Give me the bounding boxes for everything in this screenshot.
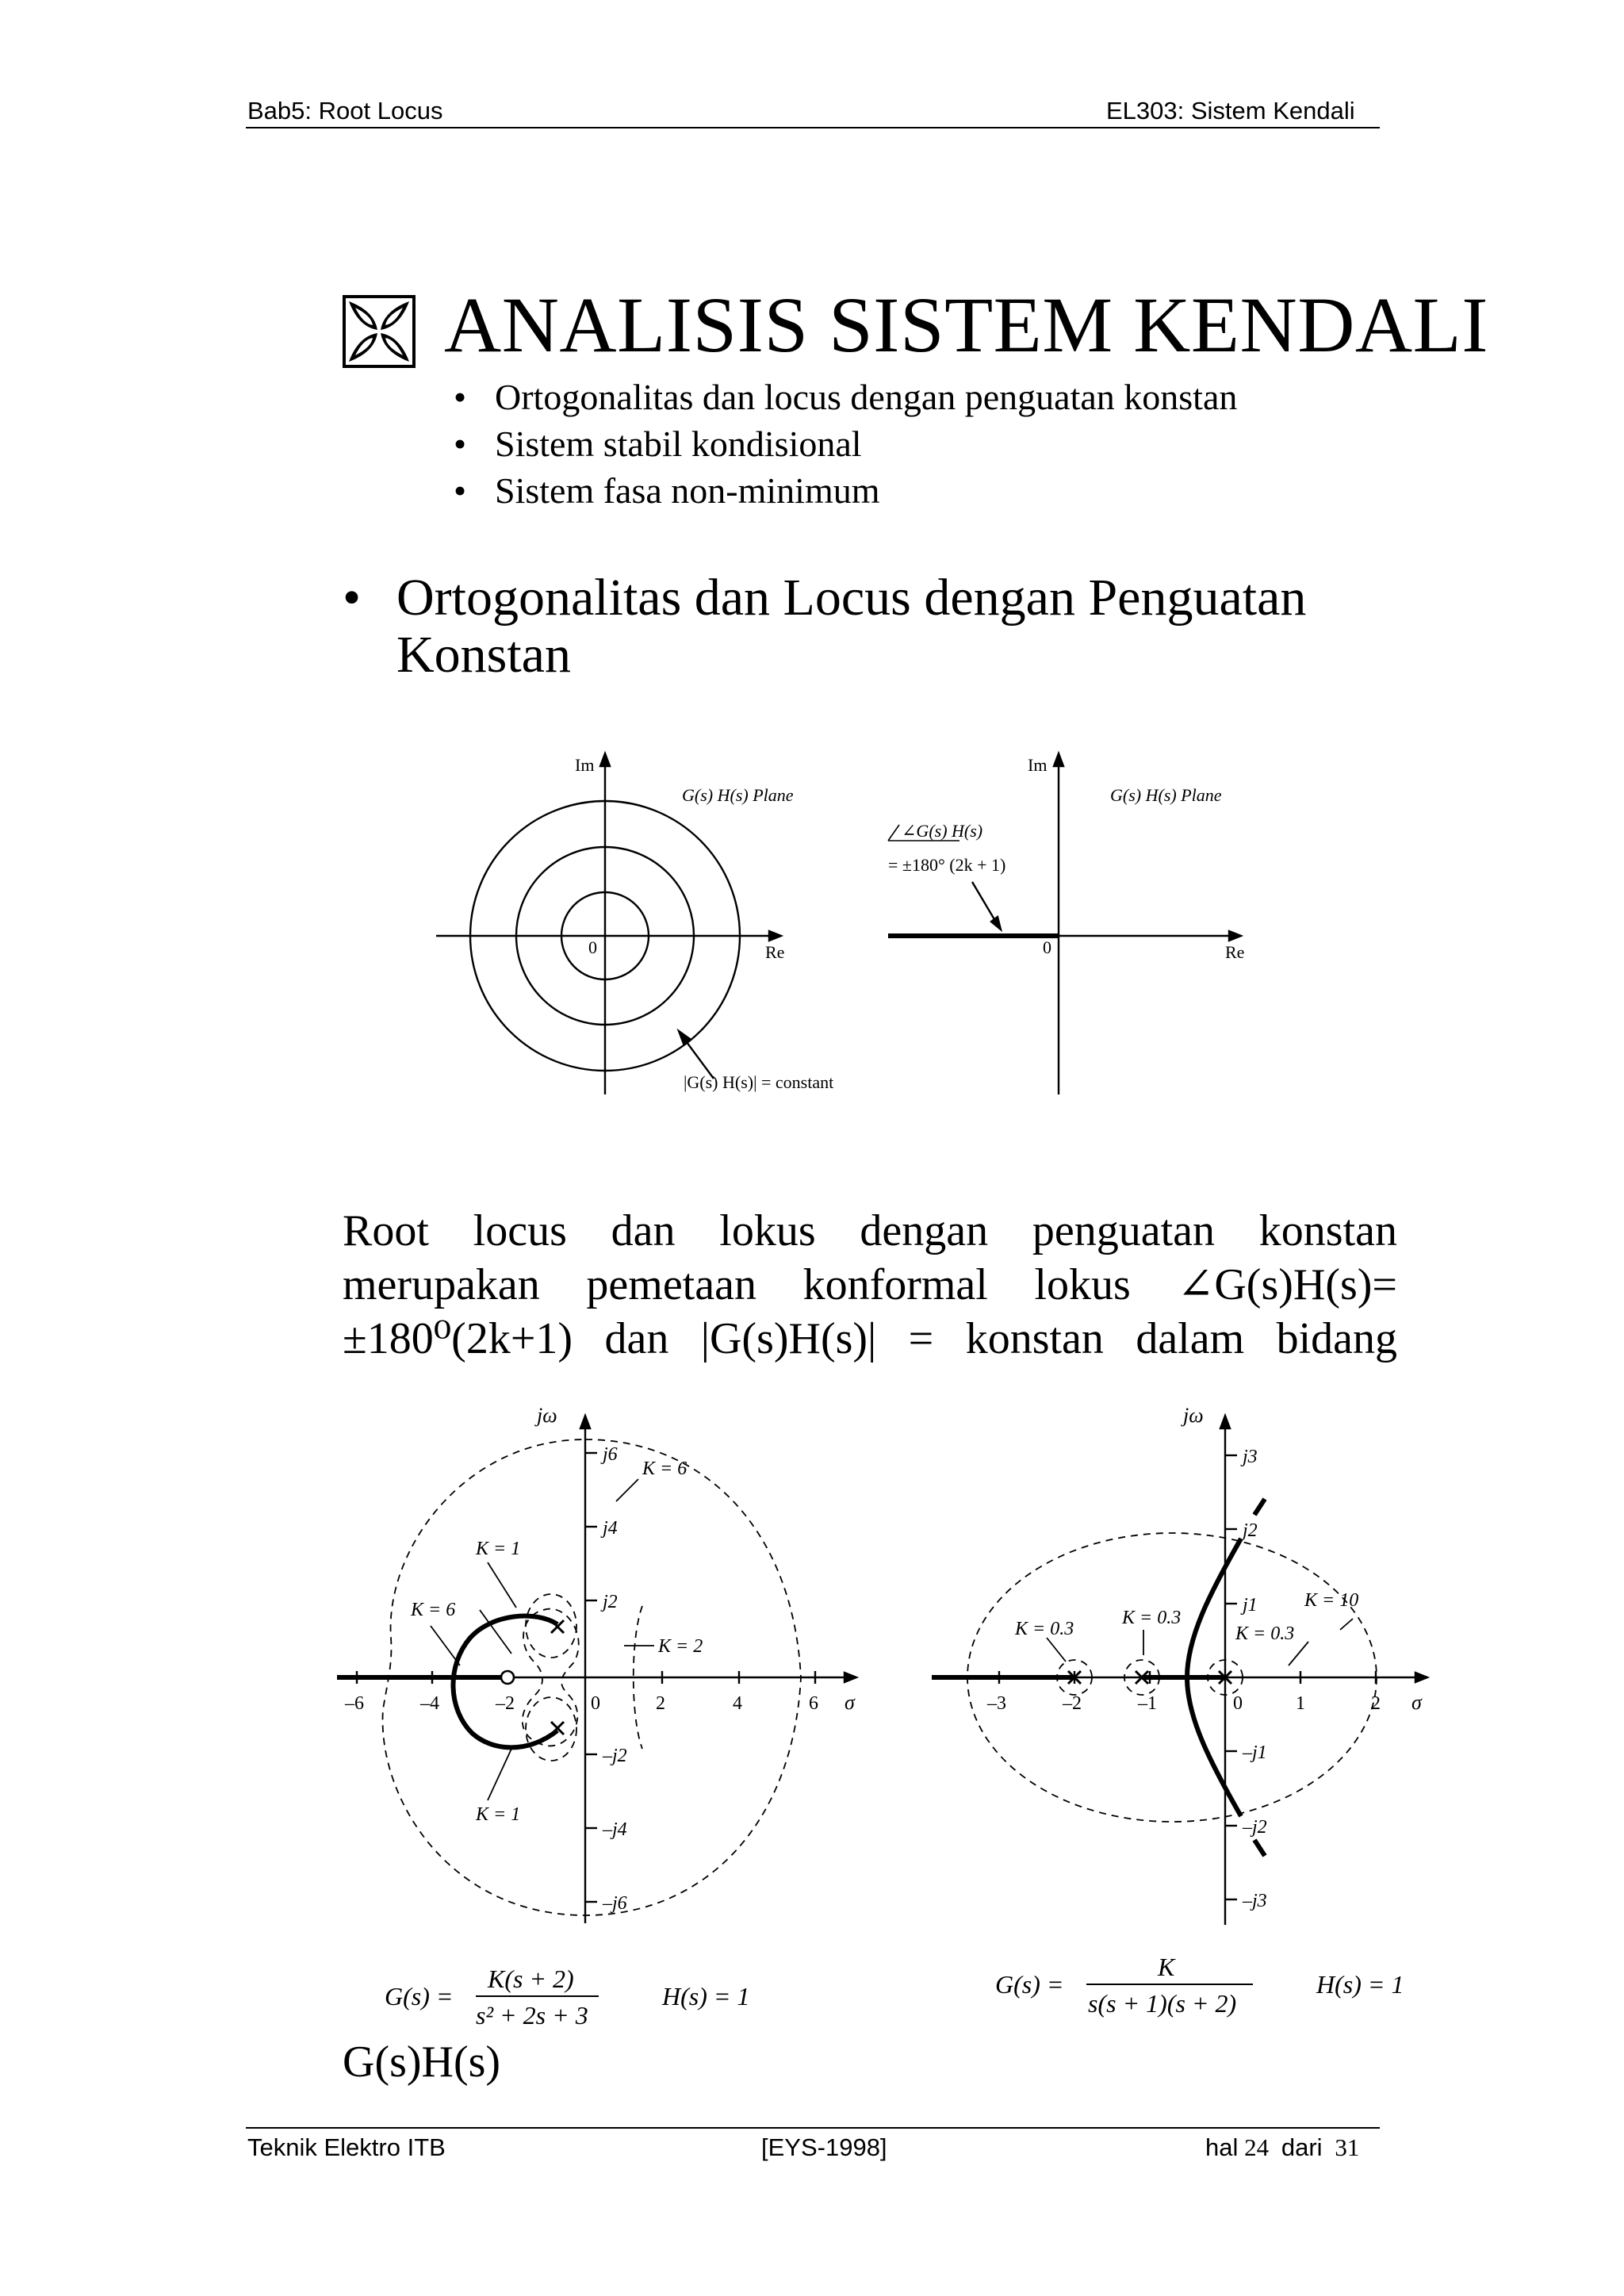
origin-label: 0 — [588, 937, 597, 957]
y-tick: j6 — [603, 1444, 618, 1465]
x-tick: 1 — [1296, 1693, 1305, 1714]
magnitude-annotation: |G(s) H(s)| = constant — [684, 1072, 834, 1092]
formula-right — [991, 1947, 1435, 2018]
y-tick: j2 — [603, 1592, 618, 1612]
header-rule — [246, 127, 1380, 128]
gain-label: K = 0.3 — [1122, 1608, 1182, 1628]
formula-h: H(s) = 1 — [662, 1982, 750, 2010]
plane-label: G(s) H(s) Plane — [682, 785, 794, 805]
re-label: Re — [1225, 942, 1245, 962]
section-title-line: Konstan — [396, 626, 571, 684]
formula-lhs: G(s) = — [995, 1970, 1064, 1999]
formula-denominator: s(s + 1)(s + 2) — [1088, 1989, 1237, 2018]
paragraph — [343, 1204, 1397, 1366]
bullet-text: Ortogonalitas dan locus dengan penguatan konstan — [495, 377, 1238, 417]
y-tick: j3 — [1243, 1447, 1258, 1467]
y-tick: –j4 — [603, 1819, 627, 1840]
gain-label: K = 10 — [1304, 1590, 1359, 1611]
x-tick: 4 — [733, 1693, 742, 1714]
bullet-dot: • — [454, 377, 467, 417]
page-number — [1205, 2133, 1359, 2162]
x-tick: –2 — [1063, 1693, 1082, 1714]
x-tick: 2 — [656, 1693, 665, 1714]
page-prefix: hal — [1205, 2133, 1239, 2161]
page-heading: ANALISIS SISTEM KENDALI — [444, 281, 1489, 369]
bullet-dot: • — [454, 470, 467, 511]
bullet-text: Sistem stabil kondisional — [495, 424, 862, 464]
re-label: Re — [765, 942, 785, 962]
formula-lhs: G(s) = — [385, 1982, 454, 2010]
paragraph-line: Root locus dan lokus dengan penguatan konstan — [343, 1206, 1397, 1255]
angle-annotation-line1: ∠G(s) H(s) — [902, 821, 983, 841]
x-tick: 6 — [809, 1693, 818, 1714]
bullet-dot: • — [343, 569, 362, 627]
y-tick: –j6 — [603, 1893, 627, 1914]
gain-label: K = 6 — [411, 1600, 456, 1620]
gain-label: K = 0.3 — [1015, 1619, 1074, 1639]
bullet-text: Sistem fasa non-minimum — [495, 470, 880, 511]
y-tick: –j1 — [1243, 1742, 1267, 1763]
header-right: EL303: Sistem Kendali — [1106, 97, 1355, 125]
y-tick: –j2 — [603, 1746, 627, 1766]
gain-label: K = 2 — [658, 1636, 703, 1657]
bullet-dot: • — [454, 424, 467, 464]
ornament-icon — [343, 295, 416, 368]
page-mid: dari — [1281, 2133, 1323, 2161]
footer-center: [EYS-1998] — [761, 2133, 887, 2161]
formula-denominator: s² + 2s + 3 — [476, 2001, 588, 2030]
plane-label: G(s) H(s) Plane — [1110, 785, 1222, 805]
sigma-axis-label: σ — [845, 1691, 855, 1714]
im-label: Im — [1028, 755, 1048, 775]
x-tick: 0 — [591, 1693, 600, 1714]
gain-label: K = 1 — [476, 1539, 521, 1559]
x-tick: –4 — [420, 1693, 439, 1714]
formula-numerator: K(s + 2) — [488, 1964, 574, 1993]
page-current: 24 — [1244, 2133, 1270, 2161]
gain-label: K = 0.3 — [1235, 1623, 1295, 1644]
x-tick: –1 — [1138, 1693, 1157, 1714]
page-total: 31 — [1335, 2133, 1360, 2161]
section-title-line: Ortogonalitas dan Locus dengan Penguatan — [396, 569, 1307, 627]
formula-h: H(s) = 1 — [1316, 1970, 1404, 1999]
gain-label: K = 6 — [642, 1458, 688, 1479]
formula-left — [381, 1959, 809, 2030]
jw-axis-label: jω — [537, 1404, 557, 1427]
root-locus-figure-2 — [928, 1400, 1435, 1947]
y-tick: j2 — [1243, 1520, 1258, 1541]
origin-label: 0 — [1043, 937, 1051, 957]
footer-rule — [246, 2127, 1380, 2129]
header-left: Bab5: Root Locus — [247, 97, 443, 125]
y-tick: j1 — [1243, 1595, 1258, 1616]
y-tick: –j3 — [1243, 1891, 1267, 1911]
angle-annotation-line2: = ±180° (2k + 1) — [888, 855, 1006, 875]
paragraph-line: ±180⁰(2k+1) dan |G(s)H(s)| = konstan dalam bidang — [343, 1314, 1397, 1363]
formula-numerator: K — [1158, 1953, 1175, 1981]
im-label: Im — [575, 755, 595, 775]
paragraph-line: merupakan pemetaan konformal lokus ∠G(s)H(s)= — [343, 1260, 1397, 1309]
x-tick: 2 — [1371, 1693, 1381, 1714]
x-tick: –6 — [345, 1693, 364, 1714]
x-tick: –2 — [496, 1693, 515, 1714]
figure-gh-plane — [412, 746, 1269, 1094]
x-tick: –3 — [987, 1693, 1006, 1714]
y-tick: –j2 — [1243, 1817, 1267, 1838]
jw-axis-label: jω — [1183, 1404, 1204, 1427]
y-tick: j4 — [603, 1518, 618, 1539]
footer-left: Teknik Elektro ITB — [247, 2133, 446, 2161]
continuation-text: G(s)H(s) — [343, 2037, 501, 2087]
sigma-axis-label: σ — [1411, 1691, 1422, 1714]
x-tick: 0 — [1233, 1693, 1243, 1714]
gain-label: K = 1 — [476, 1804, 521, 1825]
root-locus-figure-1 — [329, 1400, 884, 1955]
